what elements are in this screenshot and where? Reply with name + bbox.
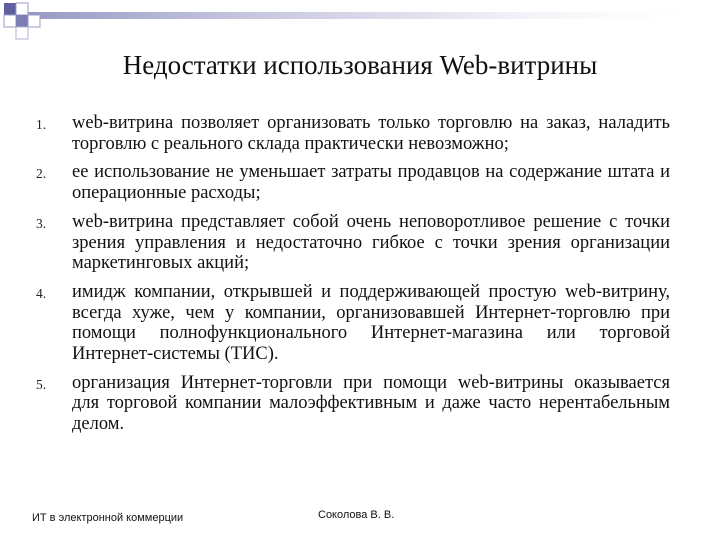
deco-square-filled-top-left (4, 3, 16, 15)
list-item (0, 373, 720, 435)
deco-square-outline-low (16, 27, 28, 39)
deco-square-filled-bottom-right (16, 15, 28, 27)
list-item-text: имидж компании, открывшей и поддерживающей простую web-витрину, всегда хуже, чем у компании, организовавшей Интернет-торговлю при помощи полнофункционального Интернет-магазина или торговой Интернет-системы (ТИС). (72, 281, 670, 365)
deco-square-outline-top-right (16, 3, 28, 15)
list-item (0, 113, 720, 154)
list-item-text: web-витрина представляет собой очень неповоротливое решение с точки зрения управления и недостаточно гибкое с точки зрения организации маркетинговых акций; (72, 211, 670, 274)
deco-square-outline-bottom-left (4, 15, 16, 27)
list-item-text: web-витрина позволяет организовать только торговлю на заказ, наладить торговлю с реального склада практически невозможно; (72, 113, 670, 154)
decorative-header-squares (0, 0, 720, 50)
list-item (0, 282, 720, 365)
list-item-number: 4. (36, 285, 47, 301)
deco-square-outline-small (28, 15, 40, 27)
list-item-number: 2. (36, 166, 47, 182)
header-gradient-bar (27, 12, 720, 19)
list-item-number: 5. (36, 376, 47, 392)
list-item-number: 3. (36, 215, 47, 231)
drawbacks-list (0, 113, 720, 443)
footer-author: Соколова В. В. (318, 509, 395, 521)
list-item (0, 162, 720, 203)
list-item-text: организация Интернет-торговли при помощи web-витрины оказывается для торговой компании малоэффективным и даже часто нерентабельным делом. (72, 372, 670, 435)
list-item-number: 1. (36, 117, 47, 132)
list-item (0, 212, 720, 274)
slide-title: Недостатки использования Web-витрины (122, 50, 598, 80)
footer-course-title: ИТ в электронной коммерции (32, 512, 184, 524)
list-item-text: ее использование не уменьшает затраты продавцов на содержание штата и операционные расходы; (72, 162, 670, 204)
